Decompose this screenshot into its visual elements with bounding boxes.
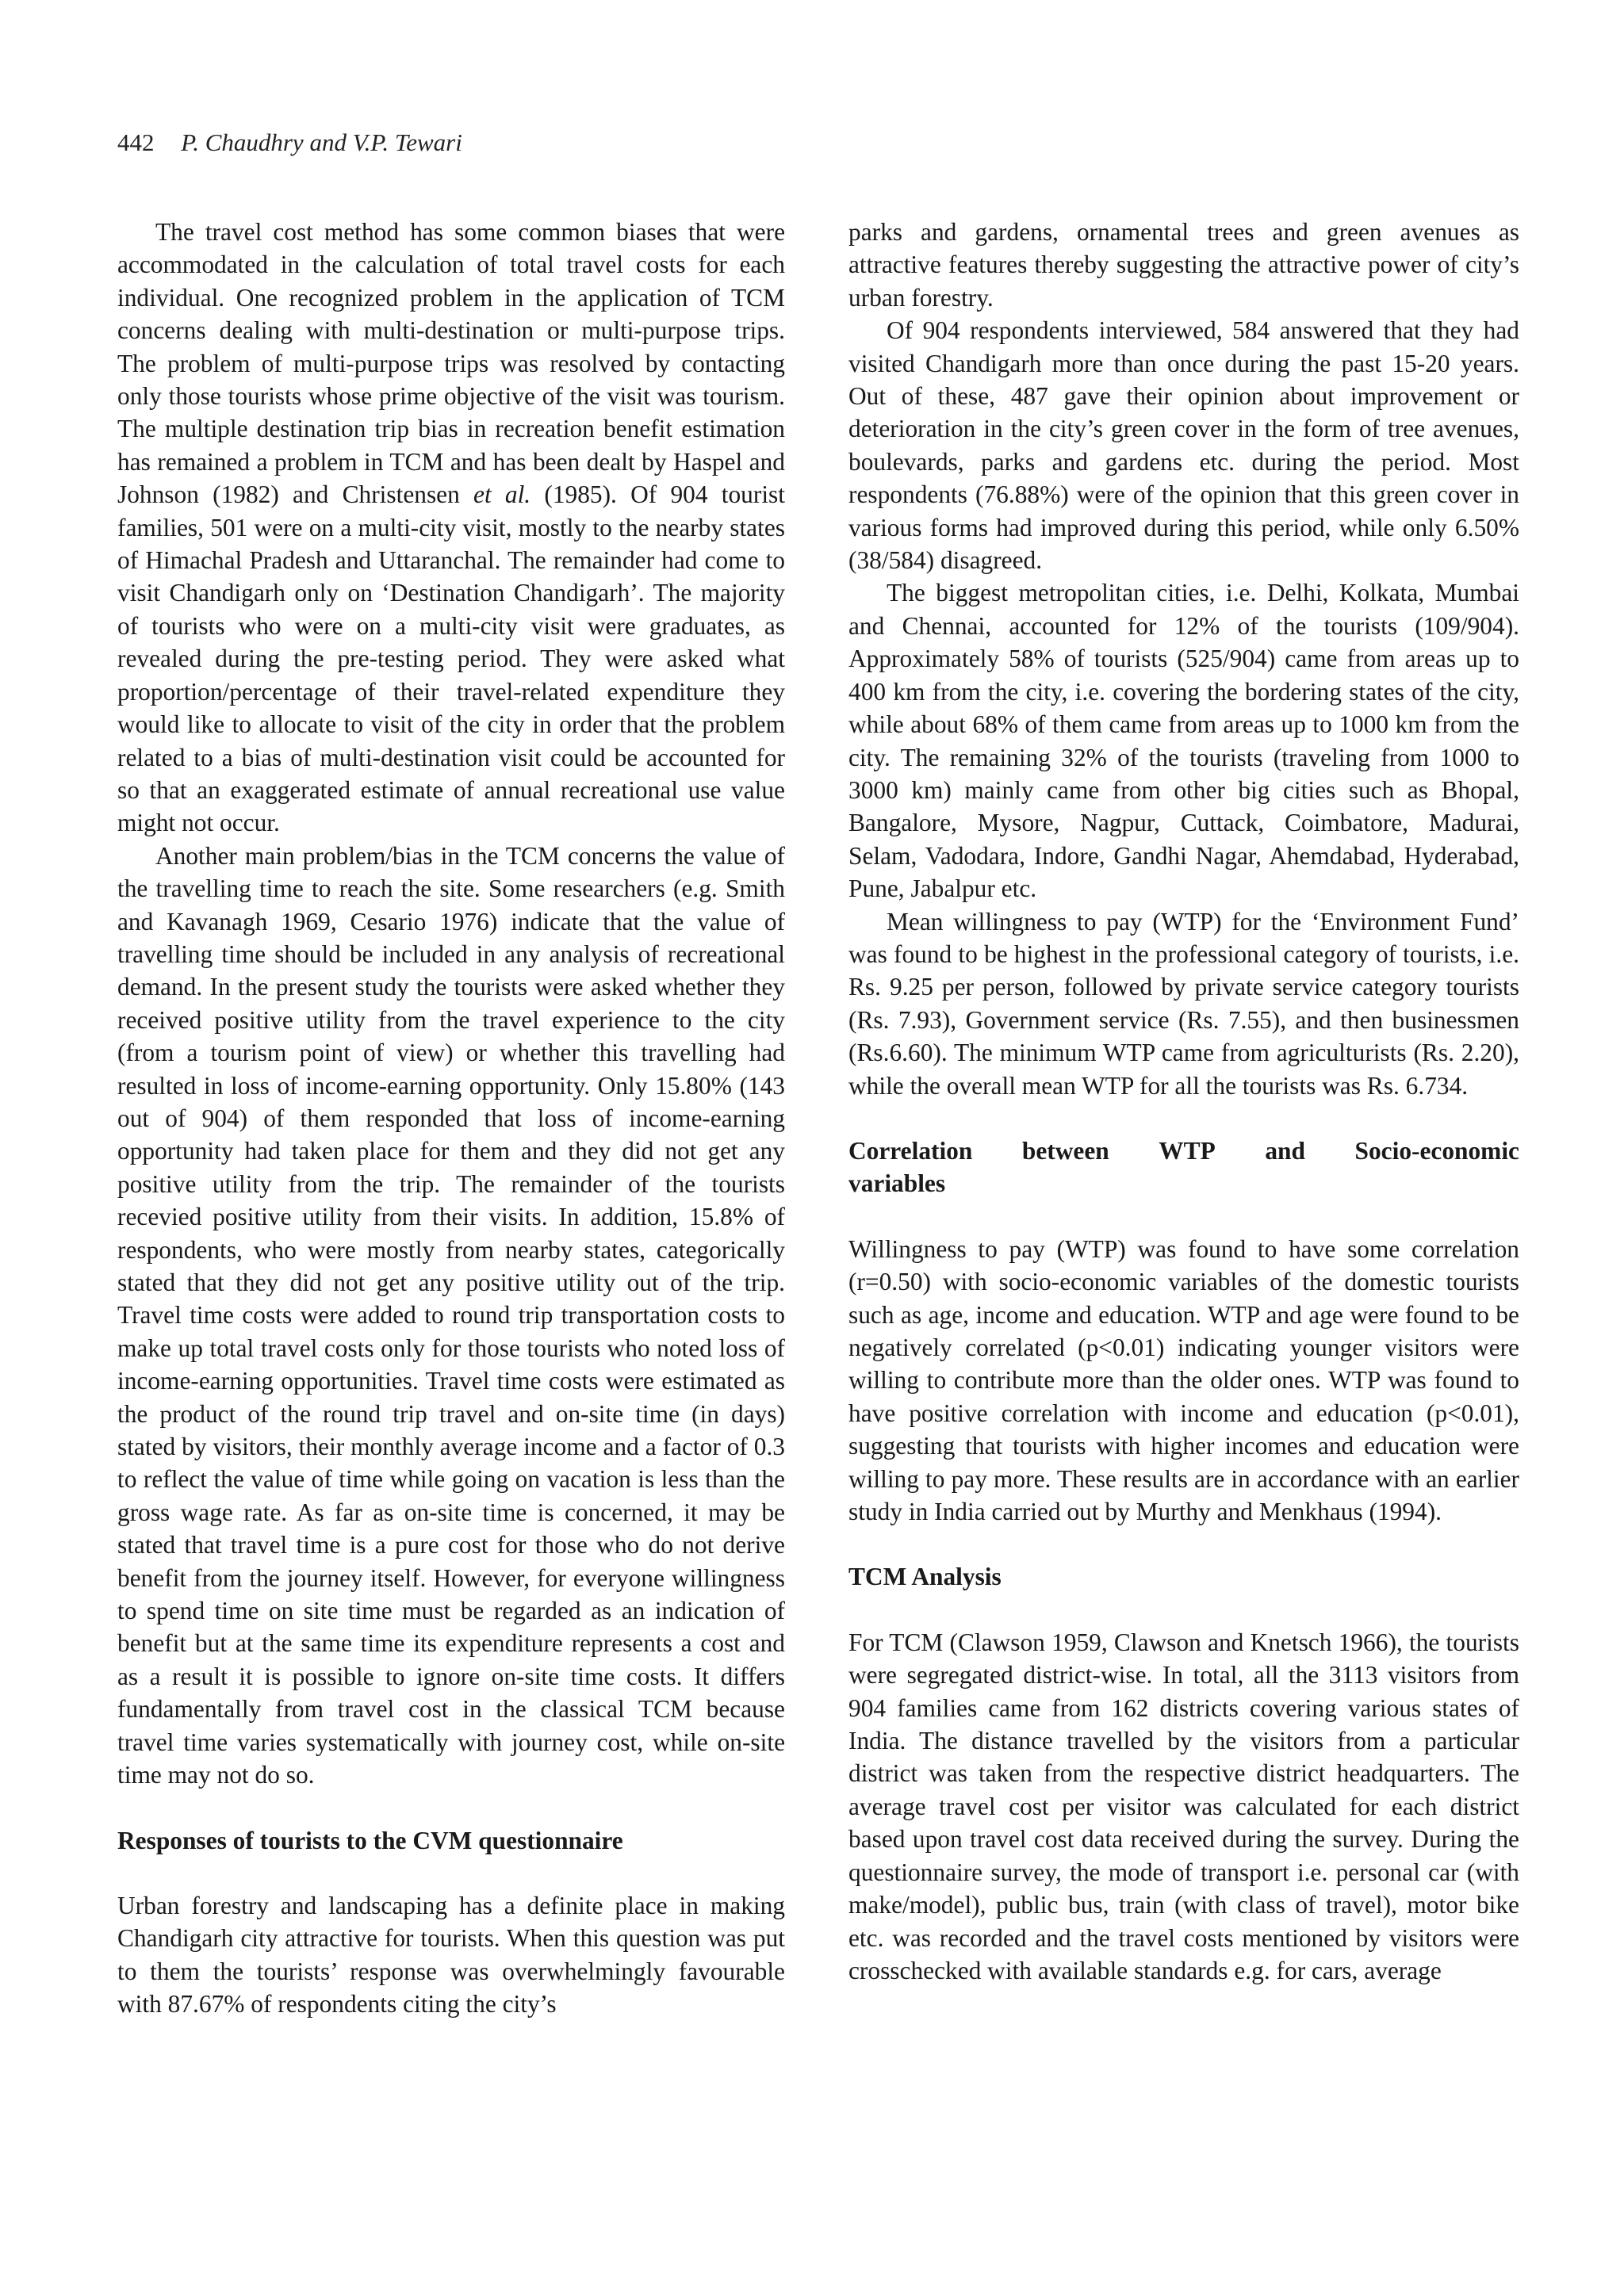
paragraph-metropolitan-cities: The biggest metropolitan cities, i.e. Delhi, Kolkata, Mumbai and Chennai, accounted for 12% of the tourists (109/904). Approximately 58% of tourists (525/904) came from areas up to 400 km from the city, i.e. covering the bordering states of the city, while about 68% of them came from areas up to 1000 km from the city. The remaining 32% of the tourists (traveling from 1000 to 3000 km) mainly came from other big cities such as Bhopal, Bangalore, Mysore, Nagpur, Cuttack, Coimbatore, Madurai, Selam, Vadodara, Indore, Gandhi Nagar, Ahemdabad, Hyderabad, Pune, Jabalpur etc. [848, 579, 1519, 903]
paragraph-respondents-green-cover: Of 904 respondents interviewed, 584 answered that they had visited Chandigarh more than once during the past 15-20 years. Out of these, 487 gave their opinion about improvement or deterioration in the city’s green cover in the form of tree avenues, boulevards, parks and gardens etc. during the period. Most respondents (76.88%) were of the opinion that this green cover in various forms had improved during this period, while only 6.50% (38/584) disagreed. [848, 316, 1519, 575]
paragraph-text: (1985). Of 904 tourist families, 501 were on a multi-city visit, mostly to the nearby states of Himachal Pradesh and Uttaranchal. The remainder had come to visit Chandigarh only on ‘Destination Chandigarh’. The majority of tourists who were on a multi-city visit were graduates, as revealed during the pre-testing period. They were asked what proportion/percentage of their travel-related expenditure they would like to allocate to visit of the city in order that the problem related to a bias of multi-destination visit could be accounted for so that an exaggerated estimate of annual recreational use value might not occur. [117, 480, 785, 837]
page-number: 442 [117, 128, 155, 156]
section-heading-correlation [848, 1135, 1519, 1200]
left-column [117, 216, 785, 2021]
heading-line-1 [848, 1135, 1519, 1167]
paragraph-travel-time-value: Another main problem/bias in the TCM concerns the value of the travelling time to reach the site. Some researchers (e.g. Smith and Kavanagh 1969, Cesario 1976) indicate that the value of travelling time should be included in any analysis of recreational demand. In the present study the tourists were asked whether they received positive utility from the travel experience to the city (from a tourism point of view) or whether this travelling had resulted in loss of income-earning opportunity. Only 15.80% (143 out of 904) of them responded that loss of income-earning opportunity had taken place for them and they did not get any positive utility from the trip. The remainder of the tourists recevied positive utility from their visits. In addition, 15.8% of respondents, who were mostly from nearby states, categorically stated that they did not get any positive utility out of the trip. Travel time costs were added to round trip transportation costs to make up total travel costs only for those tourists who noted loss of income-earning opportunities. Travel time costs were estimated as the product of the round trip travel and on-site time (in days) stated by visitors, their monthly average income and a factor of 0.3 to reflect the value of time while going on vacation is less than the gross wage rate. As far as on-site time is concerned, it may be stated that travel time is a pure cost for those who do not derive benefit from the journey itself. However, for everyone willingness to spend time on site time must be regarded as an indication of benefit but at the same time its expenditure represents a cost and as a result it is possible to ignore on-site time costs. It differs fundamentally from travel cost in the classical TCM because travel time varies systematically with journey cost, while on-site time may not do so. [117, 841, 785, 1789]
running-header [117, 127, 462, 159]
paragraph-tcm-districts: For TCM (Clawson 1959, Clawson and Knetsch 1966), the tourists were segregated district-wise. In total, all the 3113 visitors from 904 families came from 162 districts covering various states of India. The distance travelled by the visitors from a particular district was taken from the respective district headquarters. The average travel cost per visitor was calculated for each district based upon travel cost data received during the survey. During the questionnaire survey, the mode of transport i.e. personal car (with make/model), public bus, train (with class of travel), motor bike etc. was recorded and the travel costs mentioned by visitors were crosschecked with available standards e.g. for cars, average [848, 1628, 1519, 1984]
right-column [848, 216, 1519, 1987]
paragraph-text: The travel cost method has some common biases that were accommodated in the calculation of total travel costs for each individual. One recognized problem in the application of TCM concerns dealing with multi-destination or multi-purpose trips. The problem of multi-purpose trips was resolved by contacting only those tourists whose prime objective of the visit was tourism. The multiple destination trip bias in recreation benefit estimation has remained a problem in TCM and has been dealt by Haspel and Johnson (1982) and Christensen [117, 218, 785, 509]
heading-line-2: variables [848, 1169, 946, 1198]
paragraph-urban-forestry: Urban forestry and landscaping has a definite place in making Chandigarh city attractive for tourists. When this question was put to them the tourists’ response was overwhelmingly favourable with 87.67% of respondents citing the city’s [117, 1891, 785, 2019]
paragraph-multi-destination-bias [117, 216, 785, 840]
section-heading-tcm-analysis: TCM Analysis [848, 1563, 1002, 1591]
running-header-authors: P. Chaudhry and V.P. Tewari [181, 128, 462, 156]
paragraph-continued-parks: parks and gardens, ornamental trees and green avenues as attractive features thereby suggesting the attractive power of city’s urban forestry. [848, 218, 1519, 312]
section-heading-cvm-responses: Responses of tourists to the CVM questionnaire [117, 1826, 623, 1854]
et-al-italic: et al. [473, 480, 531, 509]
heading-word: Correlation [848, 1136, 973, 1165]
heading-word: between [1021, 1136, 1109, 1165]
paragraph-wtp-correlation: Willingness to pay (WTP) was found to have some correlation (r=0.50) with socio-economic variables of the domestic tourists such as age, income and education. WTP and age were found to be negatively correlated (p<0.01) indicating younger visitors were willing to contribute more than the older ones. WTP was found to have positive correlation with income and education (p<0.01), suggesting that tourists with higher incomes and education were willing to pay more. These results are in accordance with an earlier study in India carried out by Murthy and Menkhaus (1994). [848, 1234, 1519, 1526]
paragraph-mean-wtp: Mean willingness to pay (WTP) for the ‘Environment Fund’ was found to be highest in the professional category of tourists, i.e. Rs. 9.25 per person, followed by private service category tourists (Rs. 7.93), Government service (Rs. 7.55), and then businessmen (Rs.6.60). The minimum WTP came from agriculturists (Rs. 2.20), while the overall mean WTP for all the tourists was Rs. 6.734. [848, 907, 1519, 1100]
heading-word: Socio-economic [1354, 1136, 1519, 1165]
heading-word: and [1265, 1136, 1305, 1165]
heading-word: WTP [1159, 1136, 1216, 1165]
